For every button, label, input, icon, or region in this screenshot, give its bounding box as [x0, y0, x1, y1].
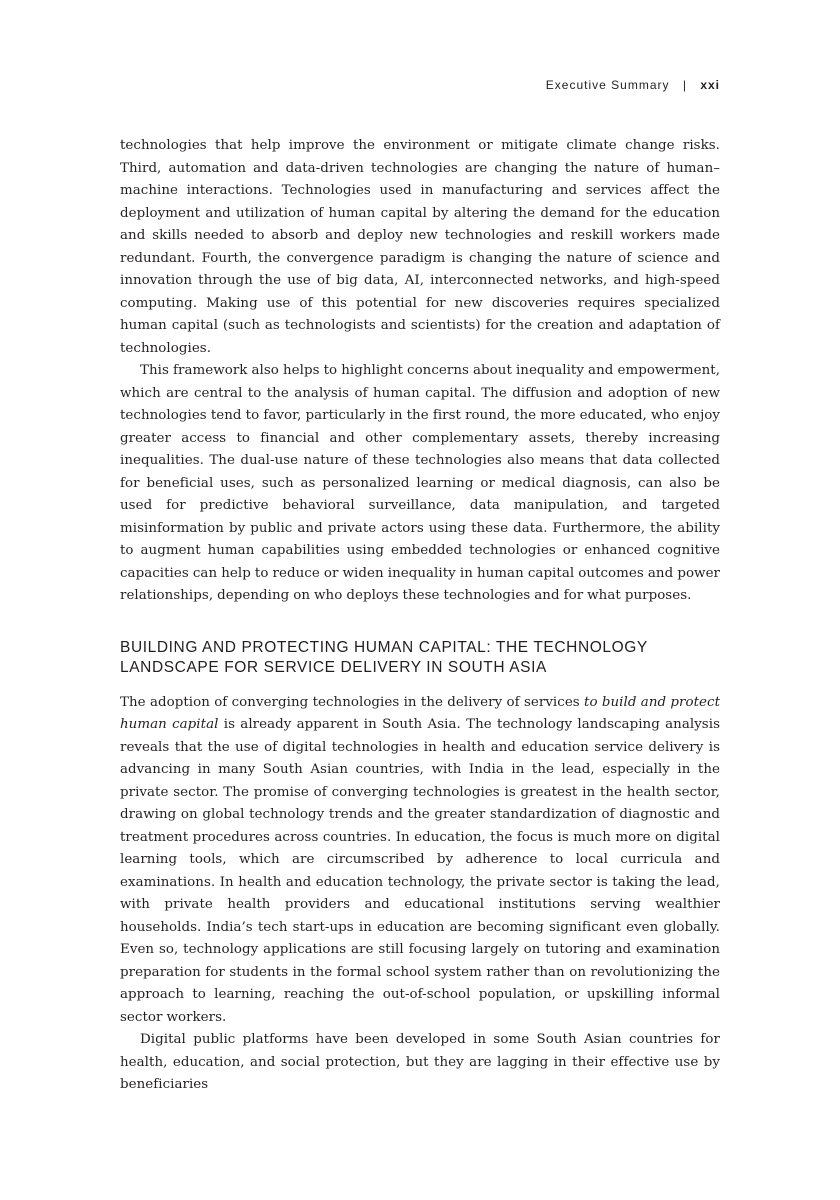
running-head-separator: | [682, 78, 687, 92]
section-heading-line-1: BUILDING AND PROTECTING HUMAN CAPITAL: THE TECHNOLOGY [120, 638, 648, 656]
body-paragraph-framework: This framework also helps to highlight concerns about inequality and empowerment, which are central to the analysis of human capital. The diffusion and adoption of new technologies tend to favor, particularly in the first round, the more educated, who enjoy greater access to financial and other complementary assets, thereby increasing inequalities. The dual-use nature of these technologies also means that data collected for beneficial uses, such as personalized learning or medical diagnosis, can also be used for predictive behavioral surveillance, data manipulation, and targeted misinformation by public and private actors using these data. Furthermore, the ability to augment human capabilities using embedded technologies or enhanced cognitive capacities can help to reduce or widen inequality in human capital outcomes and power relationships, depending on who deploys these technologies and for what purposes. [120, 363, 720, 603]
running-head [546, 76, 720, 94]
page-number: xxi [700, 78, 720, 92]
page-body [120, 135, 720, 1097]
section-heading-line-2: LANDSCAPE FOR SERVICE DELIVERY IN SOUTH ASIA [120, 658, 547, 676]
section-heading [120, 638, 720, 678]
adoption-text-italic: to build and protect human capital [120, 694, 721, 732]
body-paragraph-adoption [120, 692, 720, 1030]
running-head-section-title: Executive Summary [545, 78, 670, 92]
adoption-text-rest: is already apparent in South Asia. The technology landscaping analysis reveals that the use of digital technologies in health and education service delivery is advancing in many South Asian countries, with India in the lead, especially in the private sector. The promise of converging technologies is greatest in the health sector, drawing on global technology trends and the greater standardization of diagnostic and treatment procedures across countries. In education, the focus is much more on digital learning tools, which are circumscribed by adherence to local curricula and examinations. In health and education technology, the private sector is taking the lead, with private health providers and educational institutions serving wealthier households. India’s tech start-ups in education are becoming significant even globally. Even so, technology applications are still focusing largely on tutoring and examination preparation for students in the formal school system rather than on revolutionizing the approach to learning, reaching the out-of-school population, or upskilling informal sector workers. [120, 717, 720, 1025]
body-paragraph-continued: technologies that help improve the environment or mitigate climate change risks. Third, automation and data-driven technologies are changing the nature of human–machine interactions. Technologies used in manufacturing and services affect the deployment and utilization of human capital by altering the demand for the education and skills needed to absorb and deploy new technologies and reskill workers made redundant. Fourth, the convergence paradigm is changing the nature of science and innovation through the use of big data, AI, interconnected networks, and high-speed computing. Making use of this potential for new discoveries requires specialized human capital (such as technologists and scientists) for the creation and adaptation of technologies. [120, 138, 720, 356]
body-paragraph-digital-platforms: Digital public platforms have been developed in some South Asian countries for health, education, and social protection, but they are lagging in their effective use by beneficiaries [120, 1032, 720, 1092]
adoption-text-start: The adoption of converging technologies in the delivery of services [120, 694, 585, 710]
